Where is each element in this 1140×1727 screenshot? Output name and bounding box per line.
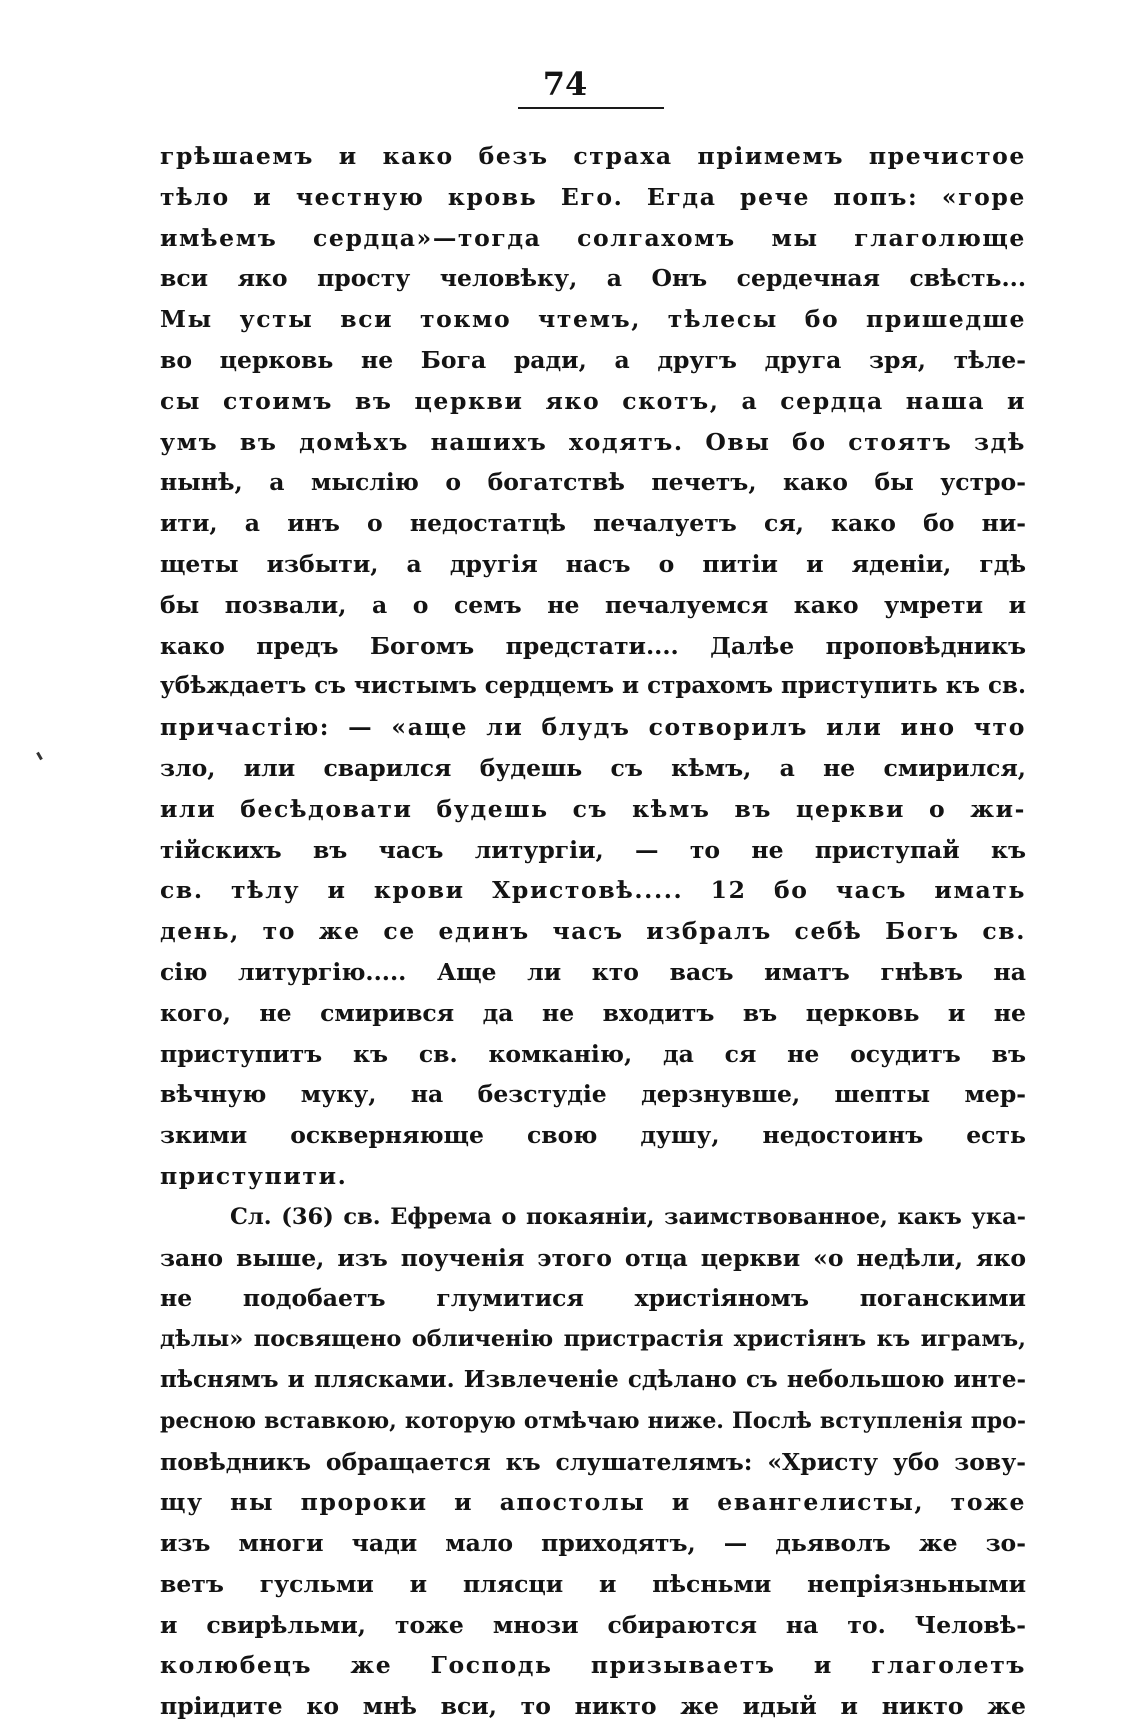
- text-line: ресною вставкою, которую отмѣчаю ниже. Послѣ вступленія про-: [160, 1407, 1026, 1434]
- page-number: 74: [542, 65, 588, 103]
- text-line: имѣемъ сердца»—тогда солгахомъ мы глаголюще: [160, 223, 1026, 252]
- text-line: зкими оскверняюще свою душу, недостоинъ есть: [160, 1121, 1026, 1150]
- text-line: сію литургію..... Аще ли кто васъ иматъ гнѣвъ на: [160, 957, 1026, 986]
- text-line: щу ны пророки и апостолы и евангелисты, тоже: [160, 1488, 1026, 1517]
- text-line: убѣждаетъ съ чистымъ сердцемъ и страхомъ приступить къ св.: [160, 672, 1026, 700]
- text-line: ити, а инъ о недостатцѣ печалуетъ ся, како бо ни-: [160, 509, 1026, 538]
- text-line: приступити.: [160, 1161, 348, 1190]
- text-line: дѣлы» посвящено обличенію пристрастія христіянъ къ играмъ,: [160, 1326, 1026, 1353]
- text-line: како предъ Богомъ предстати.... Далѣе проповѣдникъ: [160, 631, 1026, 660]
- text-line: зано выше, изъ поученія этого отца церкви «о недѣли, яко: [160, 1243, 1026, 1272]
- text-line: умъ въ домѣхъ нашихъ ходятъ. Овы бо стоятъ здѣ: [160, 427, 1026, 456]
- text-line: вѣчную муку, на безстудіе дерзнувше, шепты мер-: [160, 1080, 1026, 1109]
- text-line: приступитъ къ св. комканію, да ся не осудитъ въ: [160, 1039, 1026, 1068]
- text-line: колюбецъ же Господь призываетъ и глаголетъ: [160, 1651, 1026, 1680]
- margin-mark: [36, 752, 43, 760]
- text-line: ветъ гусльми и плясци и пѣсньми непріязньными: [160, 1569, 1026, 1598]
- text-line: или бесѣдовати будешь съ кѣмъ въ церкви о жи-: [160, 794, 1026, 823]
- text-line: день, то же се единъ часъ избралъ себѣ Богъ св.: [160, 917, 1026, 946]
- text-line: вси яко просту человѣку, а Онъ сердечная свѣсть...: [160, 264, 1026, 293]
- text-line: во церковь не Бога ради, а другъ друга зря, тѣле-: [160, 345, 1026, 374]
- text-line: нынѣ, а мыслію о богатствѣ печетъ, како бы устро-: [160, 468, 1026, 497]
- text-line: и свирѣльми, тоже мнози сбираются на то. Человѣ-: [160, 1610, 1026, 1639]
- text-line: сы стоимъ въ церкви яко скотъ, а сердца наша и: [160, 386, 1026, 415]
- text-line: изъ многи чади мало приходятъ, — дьяволъ же зо-: [160, 1529, 1026, 1558]
- text-line: щеты избыти, а другія насъ о питіи и ядeніи, гдѣ: [160, 549, 1026, 578]
- text-line: зло, или сварился будешь съ кѣмъ, а не смирился,: [160, 753, 1026, 782]
- text-line: кого, не смирився да не входитъ въ церковь и не: [160, 998, 1026, 1027]
- text-line: грѣшаемъ и како безъ страха пріимемъ пречистое: [160, 142, 1026, 170]
- text-line: бы позвали, а о семъ не печалуемся како умрети и: [160, 590, 1026, 619]
- text-line: повѣдникъ обращается къ слушателямъ: «Христу убо зову-: [160, 1447, 1026, 1476]
- text-line: не подобаетъ глумитися христіяномъ поганскими: [160, 1284, 1026, 1313]
- text-line: тѣло и честную кровь Его. Егда рече попъ: «горе: [160, 182, 1026, 211]
- text-line: св. тѣлу и крови Христовѣ..... 12 бо часъ имать: [160, 876, 1026, 905]
- text-line: тійскихъ въ часъ литургіи, — то не приступай къ: [160, 835, 1026, 864]
- text-line: причастію: — «аще ли блудъ сотворилъ или ино что: [160, 713, 1026, 742]
- text-body: [160, 136, 1026, 1727]
- text-line: Мы усты вси токмо чтемъ, тѣлесы бо пришедше: [160, 305, 1026, 334]
- text-line: пѣснямъ и плясками. Извлеченіе сдѣлано съ небольшою инте-: [160, 1365, 1026, 1393]
- text-line: пріидите ко мнѣ вси, то никто же идый и никто же: [160, 1692, 1026, 1721]
- page-number-rule: [518, 107, 664, 109]
- text-line: Сл. (36) св. Ефрема о покаяніи, заимствованное, какъ ука-: [230, 1203, 1026, 1230]
